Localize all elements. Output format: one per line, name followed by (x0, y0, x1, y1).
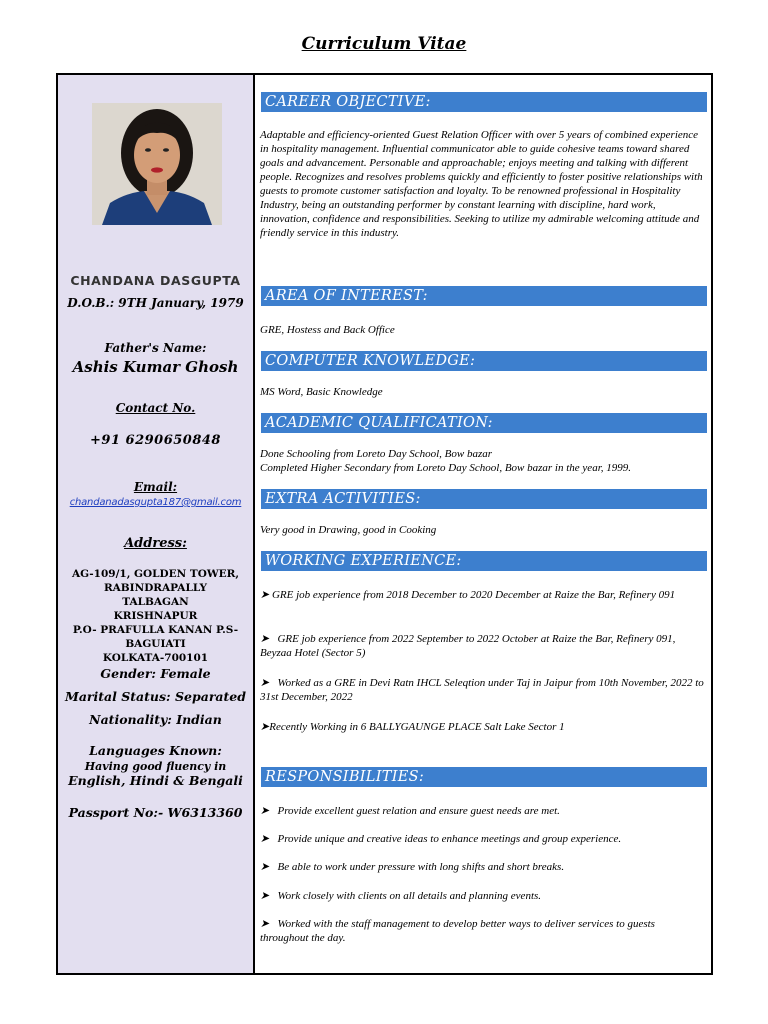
work-item-text: GRE job experience from 2022 September to 2022 October at Raize the Bar, Refinery 091, Beyzaa Hotel (Sector 5) (260, 633, 676, 659)
marital-status: Marital Status: Separated (65, 689, 246, 704)
responsibility-text: Worked with the staff management to develop better ways to deliver services to guests throughout the day. (260, 918, 655, 944)
arrow-bullet-icon: ➤ (260, 861, 270, 873)
responsibilities-heading: RESPONSIBILITIES: (261, 767, 707, 787)
arrow-bullet-icon: ➤ (260, 677, 270, 689)
working-experience-heading: WORKING EXPERIENCE: (261, 551, 707, 571)
address-line: KRISHNAPUR (113, 610, 198, 622)
area-of-interest-text: GRE, Hostess and Back Office (260, 324, 395, 336)
candidate-name: CHANDANA DASGUPTA (70, 273, 241, 288)
academic-line-2: Completed Higher Secondary from Loreto Day School, Bow bazar in the year, 1999. (260, 462, 632, 474)
father-name-label: Father's Name: (104, 341, 207, 355)
father-name: Ashis Kumar Ghosh (72, 358, 239, 376)
career-objective-text: Adaptable and efficiency-oriented Guest Relation Officer with over 5 years of combined experience in hospitality management. Influential communicator able to guide cohesive teams toward shared goals and advancement. Personable and approachable; enjoys meeting and talking with different people. Recognizes and resolves problems quickly and efficiently to foster positive relationships with guests to promote customer satisfaction and loyalty. To be renowned professional in Hospitality Industry, being an outstanding performer by constant learning with discipline, hard work, innovation, confidence and responsibilities. Seeking to utilize my admirable welcoming attitude and friendly service in this industry. (260, 129, 703, 239)
main-content (255, 75, 711, 973)
address-line: RABINDRAPALLY TALBAGAN (103, 582, 208, 608)
computer-knowledge-text: MS Word, Basic Knowledge (260, 386, 383, 398)
responsibility-text: Work closely with clients on all details and planning events. (277, 890, 542, 902)
address-line: AG-109/1, GOLDEN TOWER, (71, 568, 240, 580)
computer-knowledge-heading: COMPUTER KNOWLEDGE: (261, 351, 707, 371)
email-label: Email: (133, 480, 178, 494)
work-item (260, 720, 705, 734)
responsibility-item (260, 889, 705, 903)
address-label: Address: (124, 536, 187, 551)
work-item (260, 676, 705, 704)
languages-fluency: Having good fluency in (84, 760, 227, 773)
extra-activities-text: Very good in Drawing, good in Cooking (260, 524, 437, 536)
cv-frame (56, 73, 713, 975)
responsibility-text: Provide excellent guest relation and ensure guest needs are met. (277, 805, 560, 817)
responsibility-item (260, 804, 705, 818)
arrow-bullet-icon: ➤ (260, 918, 270, 930)
academic-line-1: Done Schooling from Loreto Day School, Bow bazar (260, 448, 493, 460)
academic-heading: ACADEMIC QUALIFICATION: (261, 413, 707, 433)
email-link[interactable]: chandanadasgupta187@gmail.com (69, 497, 242, 508)
document-title: Curriculum Vitae (301, 34, 467, 54)
work-item-text: Worked as a GRE in Devi Ratn IHCL Seleqtion under Taj in Jaipur from 10th November, 2022 to 31st December, 2022 (260, 677, 704, 703)
arrow-bullet-icon: ➤ (260, 721, 270, 733)
work-item (260, 588, 705, 602)
arrow-bullet-icon: ➤ (260, 833, 270, 845)
arrow-bullet-icon: ➤ (260, 589, 270, 601)
arrow-bullet-icon: ➤ (260, 890, 270, 902)
phone-number: +91 6290650848 (90, 433, 221, 448)
responsibility-text: Provide unique and creative ideas to enhance meetings and group experience. (277, 833, 622, 845)
nationality: Nationality: Indian (89, 712, 222, 727)
address-block (58, 567, 253, 665)
contact-label: Contact No. (115, 401, 196, 415)
arrow-bullet-icon: ➤ (260, 633, 270, 645)
languages-list: English, Hindi & Bengali (68, 773, 243, 788)
work-item-text: Recently Working in 6 BALLYGAUNGE PLACE Salt Lake Sector 1 (269, 721, 565, 733)
languages-label: Languages Known: (89, 743, 222, 758)
arrow-bullet-icon: ➤ (260, 805, 270, 817)
responsibility-item (260, 917, 705, 945)
career-objective-heading: CAREER OBJECTIVE: (261, 92, 707, 112)
responsibility-text: Be able to work under pressure with long shifts and short breaks. (277, 861, 565, 873)
address-line: P.O- PRAFULLA KANAN P.S- (72, 624, 239, 636)
date-of-birth: D.O.B.: 9TH January, 1979 (67, 296, 244, 310)
extra-activities-heading: EXTRA ACTIVITIES: (261, 489, 707, 509)
address-line: KOLKATA-700101 (102, 652, 209, 664)
profile-photo (92, 103, 222, 225)
work-item (260, 632, 705, 660)
sidebar (58, 75, 255, 973)
passport-number: Passport No:- W6313360 (68, 805, 243, 820)
work-item-text: GRE job experience from 2018 December to 2020 December at Raize the Bar, Refinery 091 (271, 589, 676, 601)
responsibility-item (260, 860, 705, 874)
gender: Gender: Female (100, 666, 211, 681)
address-line: BAGUIATI (125, 638, 186, 650)
responsibility-item (260, 832, 705, 846)
area-of-interest-heading: AREA OF INTEREST: (261, 286, 707, 306)
